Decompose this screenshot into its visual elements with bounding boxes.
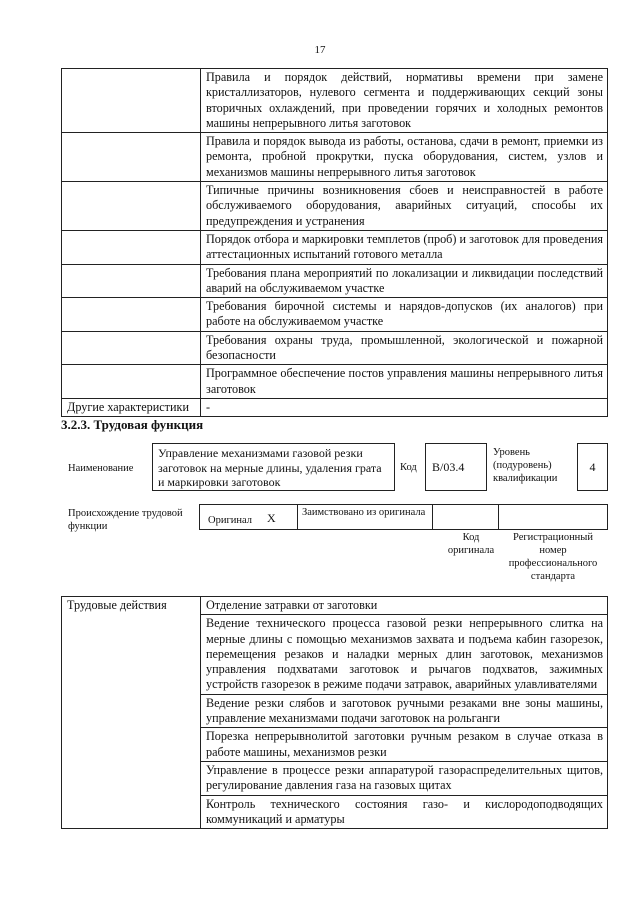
name-label: Наименование: [68, 463, 134, 474]
table-row: [62, 365, 608, 399]
code-value: В/03.4: [432, 460, 465, 474]
level-value: 4: [589, 460, 596, 474]
divider: [498, 505, 499, 529]
borrowed-label: Заимствовано из оригинала: [302, 507, 426, 518]
table-row: [62, 69, 608, 133]
knowledge-table: [61, 68, 608, 417]
labor-actions-table: [61, 596, 608, 829]
function-name-value: Управление механизмами газовой резки заготовок на мерные длины, удаления грата и маркировки заготовок: [158, 446, 382, 489]
table-row: [62, 264, 608, 298]
divider: [297, 505, 298, 529]
knowledge-item: Правила и порядок вывода из работы, останова, сдачи в ремонт, приемки из ремонта, пробной прокрутки, пуска оборудования, систем, узлов и механизмов машины непрерывного литья заготовок: [201, 133, 608, 182]
registration-caption: Регистрационный номер профессионального стандарта: [508, 532, 598, 582]
original-mark: X: [267, 511, 276, 525]
labor-action-item: Ведение резки слябов и заготовок ручными резаками вне зоны машины, управление механизмами подачи заготовок на рольганги: [201, 694, 608, 728]
code-box: [425, 443, 487, 491]
knowledge-item: Программное обеспечение постов управления машины непрерывного литья заготовок: [201, 365, 608, 399]
table-row: [62, 597, 608, 615]
table-cell-empty: [62, 69, 201, 133]
labor-actions-label: Трудовые действия: [62, 597, 201, 829]
table-row: [62, 331, 608, 365]
table-cell-empty: [62, 298, 201, 332]
knowledge-item: Требования охраны труда, промышленной, экологической и пожарной безопасности: [201, 331, 608, 365]
code-caption: Код оригинала: [447, 532, 495, 556]
table-row: [62, 298, 608, 332]
table-cell-empty: [62, 230, 201, 264]
table-cell-empty: [62, 264, 201, 298]
level-box: [577, 443, 608, 491]
divider: [432, 505, 433, 529]
other-characteristics-value: -: [201, 398, 608, 416]
table-cell-empty: [62, 331, 201, 365]
table-cell-empty: [62, 365, 201, 399]
origin-label: Происхождение трудовой функции: [68, 508, 183, 532]
section-title: 3.2.3. Трудовая функция: [61, 417, 204, 432]
labor-action-item: Ведение технического процесса газовой резки непрерывного слитка на мерные длины с помощью механизмов захвата и подъема кабин газорезок, перемещения резаков и наладки мерных длин заготовок, механизмов управления подхватами заготовок и рычагов подхватов, зажимных устройств газорезок в режиме подачи затравок, аварийных улавливателями: [201, 615, 608, 694]
table-row: [62, 133, 608, 182]
table-row: [62, 230, 608, 264]
labor-action-item: Управление в процессе резки аппаратурой газораспределительных щитов, регулирование давления газа на газовых щитах: [201, 761, 608, 795]
table-row: [62, 398, 608, 416]
other-characteristics-label: Другие характеристики: [62, 398, 201, 416]
labor-action-item: Порезка непрерывнолитой заготовки ручным резаком в случае отказа в работе машины, механизмов резки: [201, 728, 608, 762]
knowledge-item: Типичные причины возникновения сбоев и неисправностей в работе обслуживаемого оборудования, аварийных ситуаций, способы их предупреждения и устранения: [201, 182, 608, 231]
original-label: Оригинал: [208, 515, 252, 526]
origin-box: [199, 504, 608, 530]
knowledge-item: Порядок отбора и маркировки темплетов (проб) и заготовок для проведения аттестационных испытаний готового металла: [201, 230, 608, 264]
table-cell-empty: [62, 133, 201, 182]
knowledge-item: Требования плана мероприятий по локализации и ликвидации последствий аварий на обслуживаемом участке: [201, 264, 608, 298]
table-row: [62, 182, 608, 231]
level-label: Уровень (подуровень) квалификации: [493, 447, 558, 484]
labor-action-item: Контроль технического состояния газо- и кислородоподводящих коммуникаций и арматуры: [201, 795, 608, 829]
function-name-box: [152, 443, 395, 491]
knowledge-item: Правила и порядок действий, нормативы времени при замене кристаллизаторов, нулевого сегмента и поддерживающих секций зоны вторичных охлаждений, при проведении горячих и холодных ремонтов машины непрерывного литья заготовок: [201, 69, 608, 133]
page-number: 17: [314, 44, 326, 56]
code-label: Код: [400, 462, 417, 473]
table-cell-empty: [62, 182, 201, 231]
knowledge-item: Требования бирочной системы и нарядов-допусков (их аналогов) при работе на обслуживаемом участке: [201, 298, 608, 332]
labor-action-item: Отделение затравки от заготовки: [201, 597, 608, 615]
